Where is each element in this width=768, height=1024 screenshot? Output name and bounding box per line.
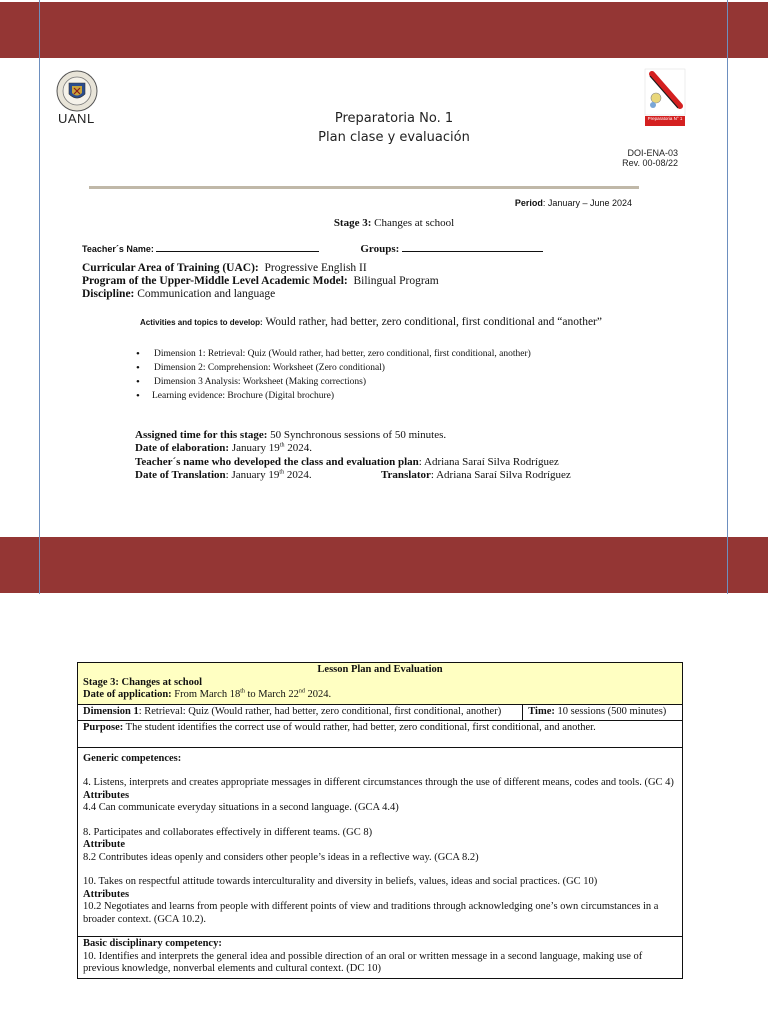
period xyxy=(515,198,632,208)
program-value: Bilingual Program xyxy=(353,275,439,287)
basic-competency-cell xyxy=(78,937,683,979)
left-margin-line xyxy=(39,0,40,594)
translation-year: 2024. xyxy=(284,469,312,481)
teacher-name-blank xyxy=(156,242,319,252)
assigned-label: Assigned time for this stage: xyxy=(135,429,268,441)
gc4-text: 4. Listens, interprets and creates appropriate messages in different circumstances through the use of different means, codes and tools. (GC 4) xyxy=(83,777,674,788)
time-cell xyxy=(523,704,683,721)
dimension-value: : Retrieval: Quiz (Would rather, had better, zero conditional, first conditional, another) xyxy=(138,705,502,717)
gca44-text: 4.4 Can communicate everyday situations in a second language. (GCA 4.4) xyxy=(83,802,399,813)
translation-label: Date of Translation xyxy=(135,469,226,481)
elaboration-date xyxy=(135,442,312,455)
uac-value: Progressive English II xyxy=(264,262,367,274)
logo-caption: Preparatoria N° 1 xyxy=(647,116,683,121)
application-date-from: From March 18 xyxy=(171,689,241,700)
elaboration-sup: th xyxy=(279,442,285,449)
list-item: • Dimension 1: Retrieval: Quiz (Would rather, had better, zero conditional, first conditional, another) xyxy=(134,349,531,363)
developer-line xyxy=(135,456,559,469)
uanl-seal-logo xyxy=(56,70,98,112)
plan-title: Plan clase y evaluación xyxy=(318,130,470,145)
program-label: Program of the Upper-Middle Level Academic Model: xyxy=(82,275,348,287)
school-title: Preparatoria No. 1 xyxy=(334,111,454,126)
right-margin-line xyxy=(727,0,728,594)
gc10-text: 10. Takes on respectful attitude towards interculturality and diversity in beliefs, values, ideas and social practices. (GC 10) xyxy=(83,876,598,887)
groups-blank xyxy=(402,242,543,252)
discipline-value: Communication and language xyxy=(137,288,276,300)
purpose-cell xyxy=(78,721,683,748)
attribute-label: Attribute xyxy=(83,839,125,850)
lesson-plan-header xyxy=(78,663,683,705)
uac-label: Curricular Area of Training (UAC): xyxy=(82,262,259,274)
application-date-label: Date of application: xyxy=(83,689,172,700)
list-item: • Learning evidence: Brochure (Digital brochure) xyxy=(134,391,531,405)
attributes-label-2: Attributes xyxy=(83,888,130,900)
application-date-to: to March 22 xyxy=(244,689,299,700)
generic-competences-cell xyxy=(78,747,683,937)
translator-line xyxy=(381,469,571,481)
gca102-text: 10.2 Negotiates and learns from people with different points of view and traditions through acknowledging one’s own circumstances in a broader context. (GCA 10.2). xyxy=(83,901,659,925)
dimension-list xyxy=(134,349,531,405)
attributes-label: Attributes xyxy=(83,789,130,801)
activities-value: Would rather, had better, zero conditional, first conditional and “another” xyxy=(262,316,602,328)
groups-label: Groups: xyxy=(360,243,400,255)
gca82-text: 8.2 Contributes ideas openly and considers other people’s ideas in a reflective way. (GCA 8.2) xyxy=(83,851,479,863)
assigned-time xyxy=(135,429,446,442)
stage-line xyxy=(0,217,768,229)
translator-label: Translator xyxy=(381,469,431,481)
teacher-name-label: Teacher´s Name: xyxy=(82,244,154,254)
translation-date xyxy=(135,469,312,482)
discipline-label: Discipline: xyxy=(82,288,135,300)
developer-value: : Adriana Saraí Silva Rodríguez xyxy=(418,456,559,468)
lesson-plan-title: Lesson Plan and Evaluation xyxy=(317,664,443,675)
stage-label: Stage 3: xyxy=(333,217,372,229)
org-name: UANL xyxy=(58,111,95,126)
gc8-text: 8. Participates and collaborates effectively in different teams. (GC 8) xyxy=(83,826,373,838)
purpose-value: The student identifies the correct use of would rather, had better, zero conditional, first conditional, and another. xyxy=(123,722,596,733)
translation-sup: th xyxy=(279,469,285,476)
dimension-label: Dimension 1 xyxy=(83,705,139,717)
activities-label: Activities and topics to develop: xyxy=(140,318,263,327)
basic-competency-label: Basic disciplinary competency: xyxy=(83,938,222,949)
period-value: : January – June 2024 xyxy=(542,198,632,208)
stage-value: Changes at school xyxy=(371,217,455,229)
dimension-cell xyxy=(78,704,523,721)
bottom-color-band xyxy=(0,537,768,593)
uac-line xyxy=(82,262,367,275)
date-sup-2: nd xyxy=(298,688,305,695)
lesson-stage: Stage 3: Changes at school xyxy=(83,676,203,688)
assigned-value: 50 Synchronous sessions of 50 minutes. xyxy=(267,429,447,441)
elaboration-label: Date of elaboration: xyxy=(135,442,230,454)
translator-value: : Adriana Saraí Silva Rodríguez xyxy=(430,469,571,481)
revision-code: Rev. 00-08/22 xyxy=(622,158,678,168)
time-value: 10 sessions (500 minutes) xyxy=(554,705,667,717)
elaboration-value: January 19 xyxy=(229,442,280,454)
generic-label: Generic competences: xyxy=(83,752,182,764)
period-label: Period xyxy=(514,198,543,208)
lesson-plan-table xyxy=(77,662,683,979)
list-item: • Dimension 2: Comprehension: Worksheet (Zero conditional) xyxy=(134,363,531,377)
purpose-label: Purpose: xyxy=(83,722,124,733)
document-code: DOI-ENA-03 xyxy=(627,148,678,158)
application-date xyxy=(83,689,677,702)
list-item: • Dimension 3 Analysis: Worksheet (Making corrections) xyxy=(134,377,531,391)
date-sup-1: th xyxy=(240,688,245,695)
teacher-groups-line xyxy=(82,242,543,255)
discipline-line xyxy=(82,288,275,301)
elaboration-year: 2024. xyxy=(284,442,312,454)
application-date-year: 2024. xyxy=(304,689,332,700)
header-divider xyxy=(89,186,639,189)
top-color-band xyxy=(0,2,768,58)
program-line xyxy=(82,275,439,288)
developer-label: Teacher´s name who developed the class and evaluation plan xyxy=(135,456,419,468)
translation-value: : January 19 xyxy=(225,469,280,481)
time-label: Time: xyxy=(528,705,555,717)
basic-competency-text: 10. Identifies and interprets the general idea and possible direction of an oral or written message in a second language, making use of previous knowledge, nonverbal elements and cultural context. (DC 10) xyxy=(83,950,643,974)
activities-line xyxy=(140,316,602,328)
